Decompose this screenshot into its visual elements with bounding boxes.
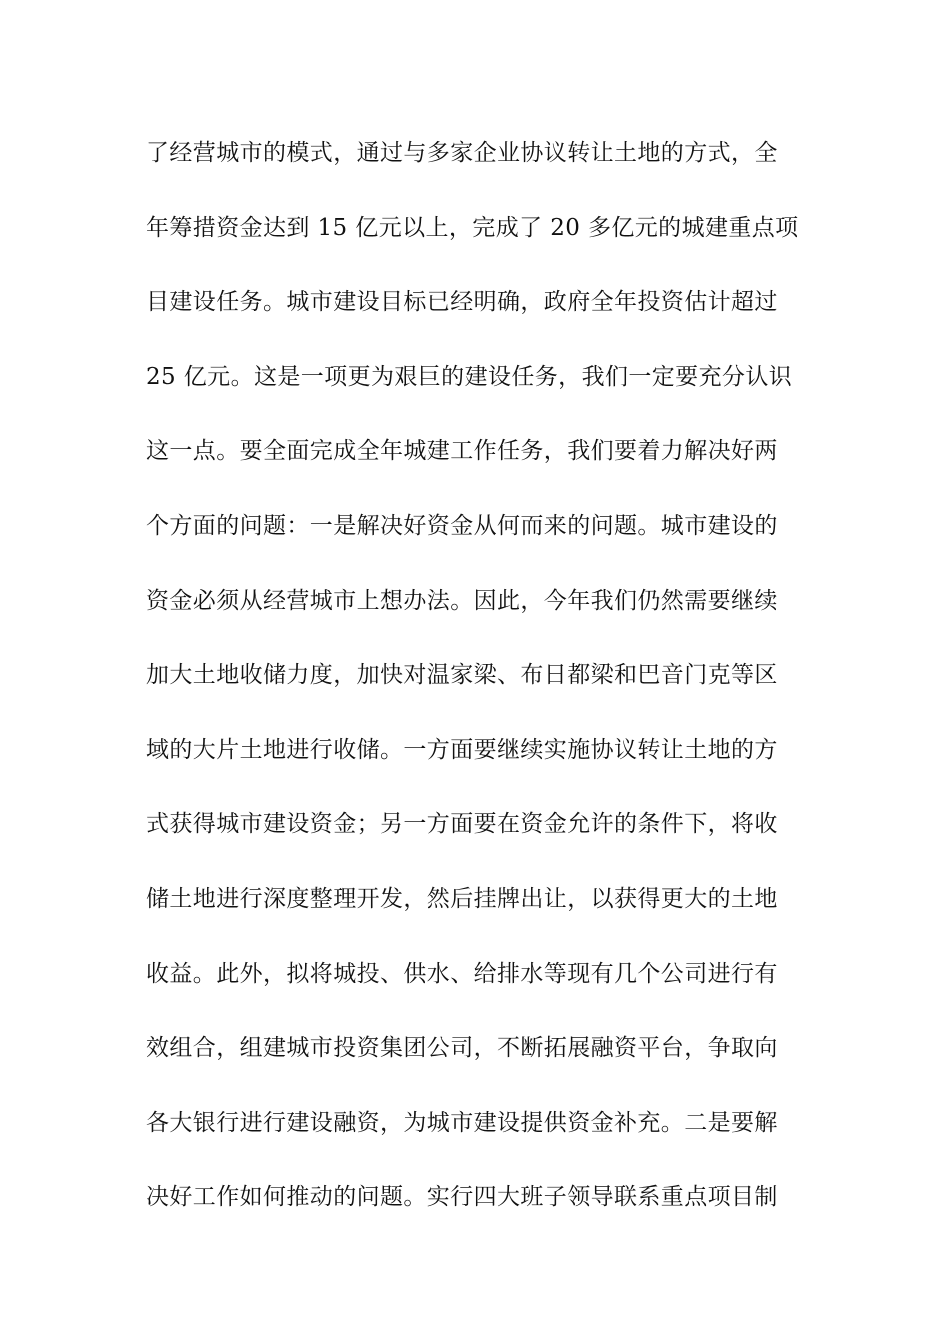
text-line: 年筹措资金达到 15 亿元以上，完成了 20 多亿元的城建重点项 (146, 214, 799, 241)
text-line: 各大银行进行建设融资，为城市建设提供资金补充。二是要解 (146, 1109, 778, 1136)
text-line: 25 亿元。这是一项更为艰巨的建设任务，我们一定要充分认识 (146, 363, 793, 390)
text-line: 个方面的问题：一是解决好资金从何而来的问题。城市建设的 (146, 512, 778, 539)
text-line: 这一点。要全面完成全年城建工作任务，我们要着力解决好两 (146, 438, 778, 465)
text-line: 了经营城市的模式，通过与多家企业协议转让土地的方式，全 (146, 140, 778, 166)
text-line: 加大土地收储力度，加快对温家梁、布日都梁和巴音门克等区 (146, 662, 778, 689)
text-line: 域的大片土地进行收储。一方面要继续实施协议转让土地的方 (146, 736, 778, 763)
text-line: 式获得城市建设资金；另一方面要在资金允许的条件下，将收 (146, 811, 778, 838)
text-line: 收益。此外，拟将城投、供水、给排水等现有几个公司进行有 (146, 960, 778, 987)
text-line: 目建设任务。城市建设目标已经明确，政府全年投资估计超过 (146, 289, 778, 316)
text-line: 效组合，组建城市投资集团公司，不断拓展融资平台，争取向 (146, 1035, 778, 1062)
text-line: 储土地进行深度整理开发，然后挂牌出让，以获得更大的土地 (146, 885, 778, 912)
text-line: 决好工作如何推动的问题。实行四大班子领导联系重点项目制 (146, 1184, 778, 1211)
text-line: 资金必须从经营城市上想办法。因此，今年我们仍然需要继续 (146, 587, 778, 614)
body-text (146, 131, 806, 1250)
